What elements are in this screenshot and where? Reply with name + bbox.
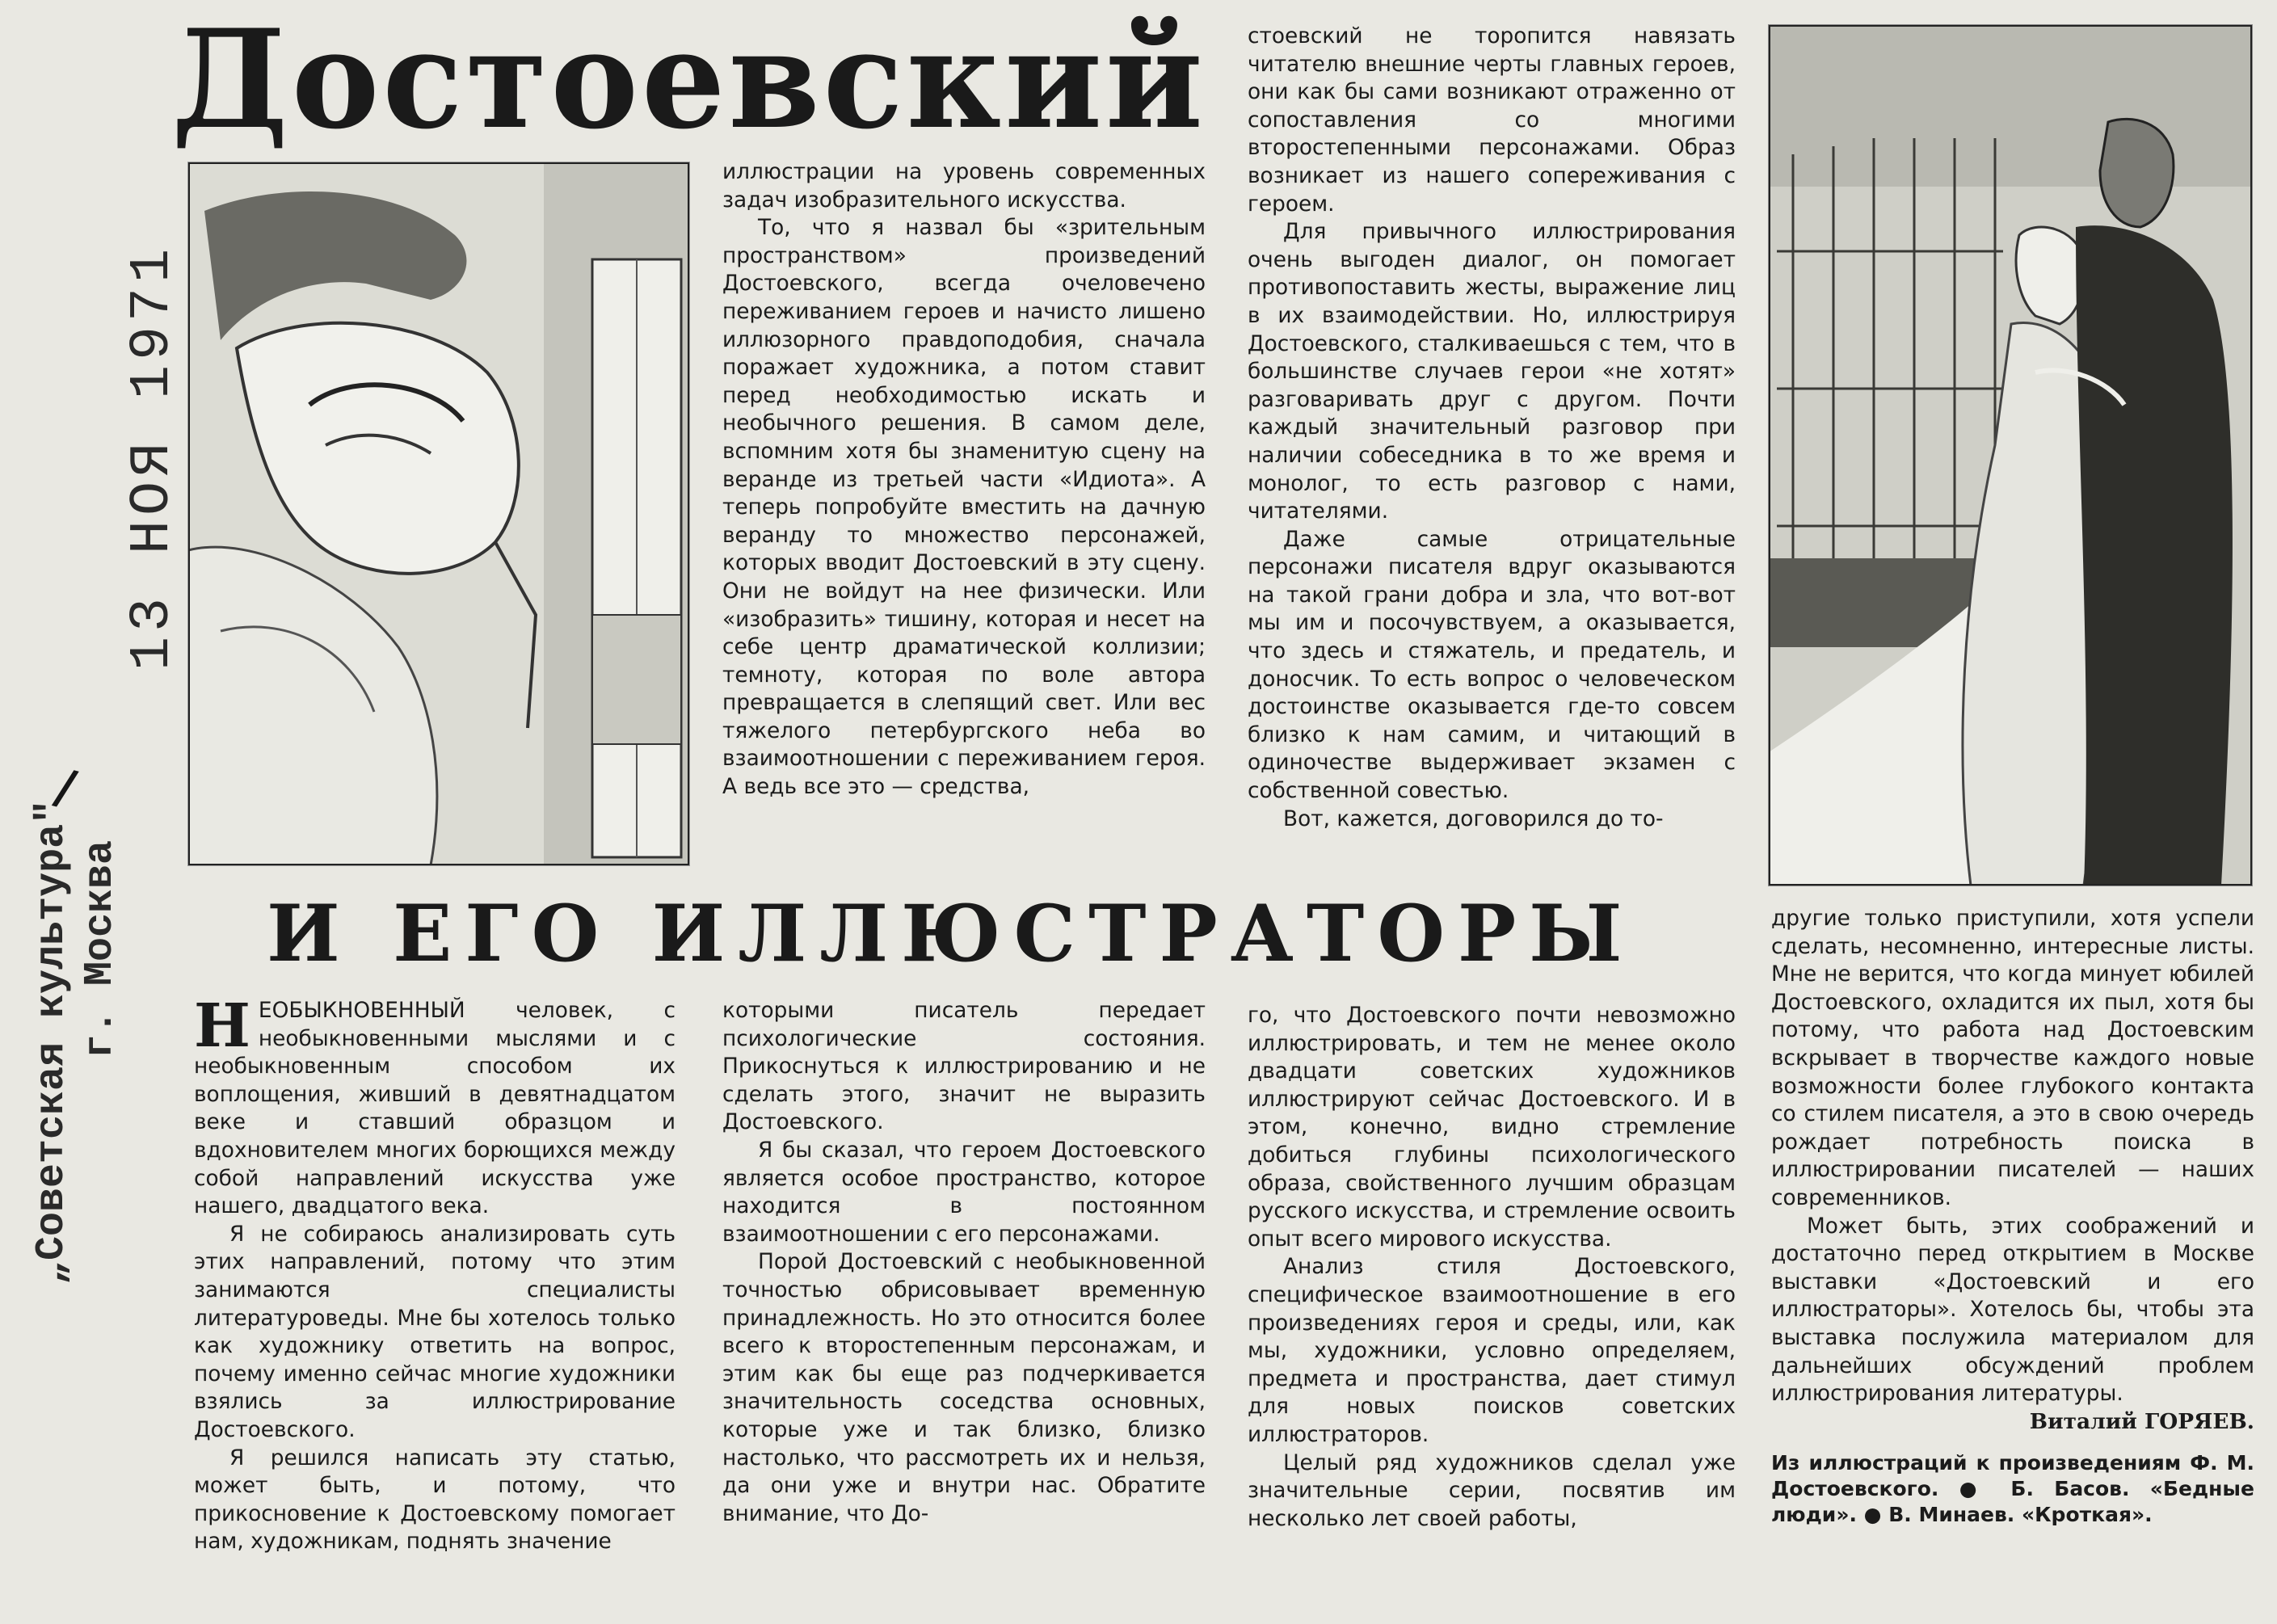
paragraph: Целый ряд художников сделал уже значительные серии, посвятив им несколько лет своей работы, <box>1248 1449 1736 1531</box>
paragraph: другие только приступили, хотя успели сделать, несомненно, интересные листы. Мне не верится, что когда минует юбилей Достоевского, охладится их пыл, хотя бы потому, что работа над Достоевским вскрывает в творчестве каждого новые возможности более глубокого контакта со стилем писателя, а это в свою очередь рождает потребность поиска в иллюстрировании писателей — наших современников. <box>1771 906 2254 1210</box>
paragraph-text: человек, с необыкновенными мыслями и с необыкновенным способом их воплощения, живший в девятнадцатом веке и ставший образцом и вдохновителем многих борющихся между собой направлений искусства уже нашего, двадцатого века. <box>194 998 676 1219</box>
drop-cap: Н <box>194 997 250 1061</box>
paragraph: Я решился написать эту статью, может быть, и потому, что прикосновение к Достоевскому помогает нам, художникам, поднять значение <box>194 1445 676 1555</box>
lead-word: ЕОБЫКНОВЕННЫЙ <box>258 998 465 1023</box>
illustration-minaev-drawing <box>1769 25 2252 886</box>
article-column-2 <box>722 997 1206 1587</box>
paragraph: Для привычного иллюстрирования очень выгоден диалог, он помогает противопоставить жесты, выражение лиц в их взаимодействии. Но, иллюстрируя Достоевского, сталкиваешься с тем, что в большинстве случаев герои «не хотят» разговаривать друг с другом. Почти каждый значительный разговор при наличии собеседника в то же время и монолог, то есть разговор с нами, читателями. <box>1248 219 1736 524</box>
paragraph: Вот, кажется, договорился до то- <box>1283 806 1664 831</box>
illustration-caption: Из иллюстраций к произведениям Ф. М. Достоевского. ● Б. Басов. «Бедные люди». ● В. Минаев. «Кроткая». <box>1771 1451 2254 1527</box>
article-column-4 <box>1771 905 2254 1608</box>
paragraph: иллюстрации на уровень современных задач изобразительного искусства. <box>722 159 1206 212</box>
headline-title: Достоевский <box>171 0 1206 159</box>
date-stamp: 13 НОЯ 1971 <box>121 243 185 671</box>
paragraph: То, что я назвал бы «зрительным пространством» произведений Достоевского, всегда очеловечено переживанием героев и начисто лишено иллюзорного правдоподобия, сначала поражает художника, а потом ставит перед необходимостью искать и необычного решения. В самом деле, вспомним хотя бы знаменитую сцену на веранде из третьей части «Идиота». А теперь попробуйте вместить на дачную веранду то множество персонажей, которых вводит Достоевский в эту сцену. Они не войдут на нее физически. Или «изобразить» тишину, которая и несет на себе центр драматической коллизии; темноту, которая по воле автора превращается в слепящий свет. Или вес тяжелого петербургского неба во взаимоотношении с переживанием героя. А ведь все это — средства, <box>722 215 1206 800</box>
article-column-3 <box>1248 1002 1736 1587</box>
source-stamp: „Советская культура" <box>29 799 75 1285</box>
paragraph: го, что Достоевского почти невозможно иллюстрировать, и тем не менее около двадцати советских художников иллюстрируют сейчас Достоевского. И в этом, конечно, видно стремление добиться глубины психологического образа, свойственного лучшим образцам русского искусства, и стремление освоить опыт всего мирового искусства. <box>1248 1003 1736 1252</box>
paragraph: Я бы сказал, что героем Достоевского является особое пространство, которое находится в постоянном взаимоотношении с его персонажами. <box>722 1137 1206 1247</box>
paragraph: Порой Достоевский с необыкновенной точностью обрисовывает временную принадлежность. Но это относится более всего к второстепенным персонажам, и этим как бы еще раз подчеркивается значительность соседства основных, которые уже и так близко, близко настолько, что рассмотреть их и нельзя, да они уже и внутри нас. Обратите внимание, что До- <box>722 1249 1206 1526</box>
headline-subtitle: И ЕГО ИЛЛЮСТРАТОРЫ <box>267 888 1635 979</box>
illustration-basov-drawing <box>188 162 689 865</box>
city-stamp: г. Москва <box>78 839 124 1058</box>
article-column-1 <box>194 997 676 1587</box>
article-column-top-right <box>1248 23 1736 887</box>
paragraph: Даже самые отрицательные персонажи писателя вдруг оказываются на такой грани добра и зла, что вот-вот мы им и посочувствуем, а оказывается, что здесь и стяжатель, и предатель, и доносчик. То есть вопрос о человеческом достоинстве оказывается где-то совсем близко к нам самим, и читающий в одиночестве выдерживает экзамен с собственной совестью. <box>1248 526 1736 804</box>
paragraph: которыми писатель передает психологические состояния. Прикоснуться к иллюстрированию и не сделать этого, значит не выразить Достоевского. <box>722 998 1206 1135</box>
paragraph: Я не собираюсь анализировать суть этих направлений, потому что этим занимаются специалисты литературоведы. Мне бы хотелось только как художнику ответить на вопрос, почему именно сейчас многие художники взялись за иллюстрирование Достоевского. <box>194 1221 676 1442</box>
margin-mark: / <box>49 758 82 818</box>
article-column-top-left <box>722 158 1206 877</box>
paragraph <box>194 997 676 1221</box>
paragraph: стоевский не торопится навязать читателю внешние черты главных героев, они как бы сами возникают отраженно от сопоставления со многими второстепенными персонажами. Образ возникает из нашего сопереживания с героем. <box>1248 23 1736 217</box>
paragraph: Анализ стиля Достоевского, специфическое взаимоотношение в его произведениях героя и среды, или, как мы, художники, условно определяем, предмета и пространства, дает стимул для новых поисков советских иллюстраторов. <box>1248 1254 1736 1447</box>
author-signature: Виталий ГОРЯЕВ. <box>2029 1408 2254 1434</box>
illustration-minaev <box>1768 24 2253 886</box>
paragraph: Может быть, этих соображений и достаточно перед открытием в Москве выставки «Достоевский и его иллюстраторы». Хотелось бы, чтобы эта выставка послужила материалом для дальнейших обсуждений проблем иллюстрирования литературы. <box>1771 1213 2254 1407</box>
illustration-basov <box>187 162 690 866</box>
